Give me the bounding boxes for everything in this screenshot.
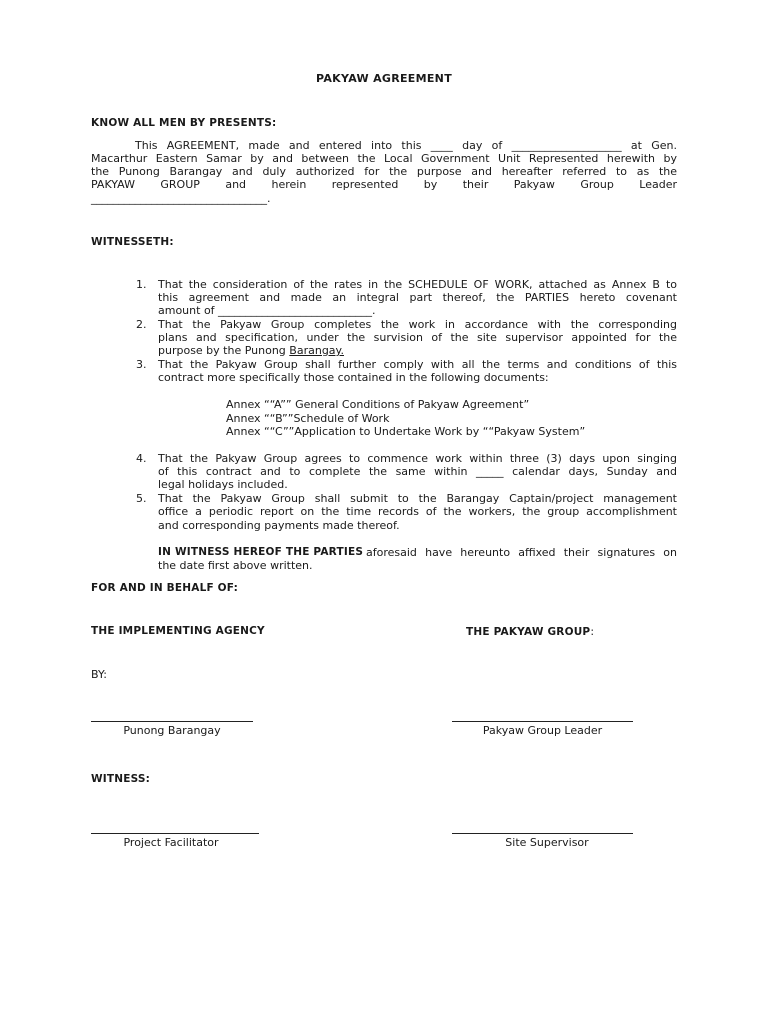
annex-c: Annex ““C””Application to Undertake Work by ““Pakyaw System”	[226, 425, 586, 438]
item-3-number: 3.	[136, 358, 147, 371]
signature-line-project-facilitator	[91, 833, 259, 834]
item-2-line-2: plans and specification, under the survision of the site supervisor appointed for the	[158, 331, 677, 344]
signature-label-punong-barangay: Punong Barangay	[123, 724, 221, 737]
signature-line-punong-barangay	[91, 721, 253, 722]
item-2-line-3	[158, 344, 344, 357]
by-label: BY:	[91, 668, 107, 681]
intro-line-5: ________________________________.	[91, 192, 271, 205]
in-witness-bold: IN WITNESS HEREOF THE PARTIES	[158, 546, 364, 558]
item-4-line-3: legal holidays included.	[158, 478, 288, 491]
intro-line-4: PAKYAW GROUP and herein represented by their Pakyaw Group Leader	[91, 178, 677, 191]
annex-b: Annex ““B””Schedule of Work	[226, 412, 390, 425]
intro-line-2: Macarthur Eastern Samar by and between the Local Government Unit Represented herewith by	[91, 152, 677, 165]
know-all-heading: KNOW ALL MEN BY PRESENTS:	[91, 117, 277, 129]
item-4-line-2: of this contract and to complete the same within _____ calendar days, Sunday and	[158, 465, 677, 478]
item-4-number: 4.	[136, 452, 147, 465]
item-2-line-3-prefix: purpose by the Punong	[158, 344, 290, 357]
for-and-behalf-heading: FOR AND IN BEHALF OF:	[91, 582, 239, 594]
item-1-line-3: amount of ____________________________.	[158, 304, 376, 317]
annex-a: Annex ““A”” General Conditions of Pakyaw Agreement”	[226, 398, 530, 411]
item-2-number: 2.	[136, 318, 147, 331]
item-2-line-1: That the Pakyaw Group completes the work in accordance with the corresponding	[158, 318, 677, 331]
item-5-number: 5.	[136, 492, 147, 505]
item-5-line-1: That the Pakyaw Group shall submit to the Barangay Captain/project management	[158, 492, 677, 505]
item-3-line-2: contract more specifically those contained in the following documents:	[158, 371, 549, 384]
signature-label-site-supervisor: Site Supervisor	[505, 836, 589, 849]
item-1-line-1: That the consideration of the rates in the SCHEDULE OF WORK, attached as Annex B to	[158, 278, 677, 291]
in-witness-rest: aforesaid have hereunto affixed their signatures on	[366, 546, 677, 559]
signature-label-group-leader: Pakyaw Group Leader	[482, 724, 603, 737]
item-1-line-2: this agreement and made an integral part thereof, the PARTIES hereto covenant	[158, 291, 677, 304]
item-5-line-2: office a periodic report on the time records of the workers, the group accomplishment	[158, 505, 677, 518]
signature-line-site-supervisor	[452, 833, 633, 834]
intro-line-1: This AGREEMENT, made and entered into this ____ day of ____________________ at Gen.	[135, 139, 677, 152]
item-1-number: 1.	[136, 278, 147, 291]
implementing-agency-heading: THE IMPLEMENTING AGENCY	[91, 625, 265, 637]
pakyaw-group-label: THE PAKYAW GROUP	[466, 626, 591, 638]
item-5-line-3: and corresponding payments made thereof.	[158, 519, 400, 532]
item-3-line-1: That the Pakyaw Group shall further comply with all the terms and conditions of this	[158, 358, 677, 371]
pakyaw-group-heading	[466, 625, 594, 638]
document-title: PAKYAW AGREEMENT	[316, 72, 452, 85]
witnesseth-heading: WITNESSETH:	[91, 236, 174, 248]
signature-line-group-leader	[452, 721, 633, 722]
pakyaw-group-colon: :	[590, 625, 595, 638]
witness-heading: WITNESS:	[91, 773, 151, 785]
item-4-line-1: That the Pakyaw Group agrees to commence work within three (3) days upon singing	[158, 452, 677, 465]
item-2-barangay-underlined: Barangay.	[289, 344, 344, 357]
signature-label-project-facilitator: Project Facilitator	[123, 836, 219, 849]
in-witness-line-2: the date first above written.	[158, 559, 313, 572]
intro-line-3: the Punong Barangay and duly authorized for the purpose and hereafter referred to as the	[91, 165, 677, 178]
